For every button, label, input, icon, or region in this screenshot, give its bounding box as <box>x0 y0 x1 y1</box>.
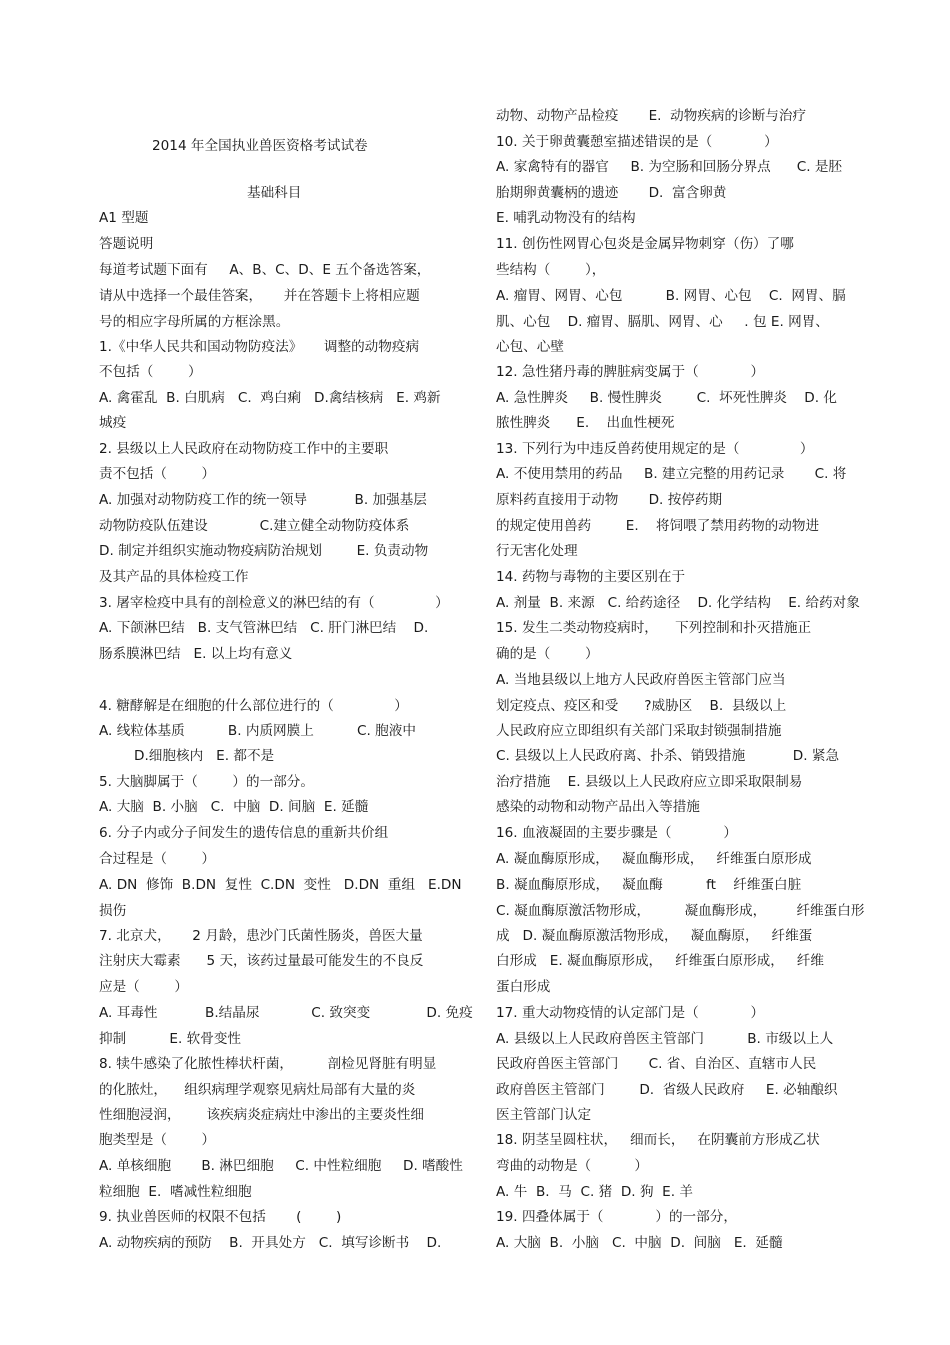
text-line: 每道考试题下面有 A、B、C、D、E 五个备选答案， <box>99 262 431 278</box>
text-line: A. 凝血酶原形成， 凝血酶形成， 纤维蛋白原形成 <box>496 851 812 867</box>
text-line: 动物、动物产品检疫 E. 动物疾病的诊断与治疗 <box>496 108 807 124</box>
text-line: 动物防疫队伍建设 C.建立健全动物防疫体系 <box>99 518 410 534</box>
text-line: A. 剂量 B. 来源 C. 给药途径 D. 化学结构 E. 给药对象 <box>496 595 860 611</box>
text-line: 4. 糖酵解是在细胞的什么部位进行的（ ） <box>99 698 408 714</box>
text-line: 胎期卵黄囊柄的遗迹 D. 富含卵黄 <box>496 185 727 201</box>
text-line: 10. 关于卵黄囊憩室描述错误的是（ ） <box>496 134 778 150</box>
text-line: 白形成 E. 凝血酶原形成， 纤维蛋白原形成， 纤维 <box>496 953 824 969</box>
text-line: A. 单核细胞 B. 淋巴细胞 C. 中性粒细胞 D. 嗜酸性 <box>99 1158 463 1174</box>
text-line: 7. 北京犬， 2 月龄，患沙门氏菌性肠炎，兽医大量 <box>99 928 423 944</box>
text-line: A. 耳毒性 B.结晶尿 C. 致突变 D. 免疫 <box>99 1005 473 1021</box>
text-line: A. 家禽特有的器官 B. 为空肠和回肠分界点 C. 是胚 <box>496 159 843 175</box>
text-line: 5. 大脑脚属于（ ）的一部分。 <box>99 774 314 790</box>
text-line: A. 下颌淋巴结 B. 支气管淋巴结 C. 肝门淋巴结 D. <box>99 620 429 636</box>
text-line: 性细胞浸润， 该疾病炎症病灶中渗出的主要炎性细 <box>99 1107 424 1123</box>
text-line: 划定疫点、疫区和受 ?威胁区 B. 县级以上 <box>496 698 787 714</box>
text-line: A. 加强对动物防疫工作的统一领导 B. 加强基层 <box>99 492 427 508</box>
text-line: 不包括（ ） <box>99 364 202 380</box>
text-line: A. 县级以上人民政府兽医主管部门 B. 市级以上人 <box>496 1031 834 1047</box>
text-line: 治疗措施 E. 县级以上人民政府应立即采取限制易 <box>496 774 803 790</box>
text-line: 6. 分子内或分子间发生的遗传信息的重新共价组 <box>99 825 389 841</box>
text-line: A1 型题 <box>99 210 149 226</box>
text-line: 弯曲的动物是（ ） <box>496 1158 648 1174</box>
text-line: 脓性脾炎 E. 出血性梗死 <box>496 415 675 431</box>
text-line: 医主管部门认定 <box>496 1107 592 1123</box>
text-line: 答题说明 <box>99 236 154 252</box>
text-line: 政府兽医主管部门 D. 省级人民政府 E. 必轴酿织 <box>496 1082 838 1098</box>
text-line: 确的是（ ） <box>496 646 599 662</box>
text-line: 11. 创伤性网胃心包炎是金属异物刺穿（伤）了哪 <box>496 236 794 252</box>
text-line: 19. 四叠体属于（ ）的一部分， <box>496 1209 737 1225</box>
text-line: 损伤 <box>99 903 127 919</box>
text-line: 人民政府应立即组织有关部门采取封锁强制措施 <box>496 723 782 739</box>
text-line: 请从中选择一个最佳答案， 并在答题卡上将相应题 <box>99 288 420 304</box>
text-line: 15. 发生二类动物疫病时， 下列控制和扑灭措施正 <box>496 620 812 636</box>
text-line: 合过程是（ ） <box>99 851 216 867</box>
text-line: 17. 重大动物疫情的认定部门是（ ） <box>496 1005 765 1021</box>
text-line: A. 当地县级以上地方人民政府兽医主管部门应当 <box>496 672 786 688</box>
text-line: 胞类型是（ ） <box>99 1132 216 1148</box>
text-line: C. 县级以上人民政府离、扑杀、销毁措施 D. 紧急 <box>496 748 840 764</box>
text-line: 肠系膜淋巴结 E. 以上均有意义 <box>99 646 293 662</box>
text-line: 8. 犊牛感染了化脓性棒状杆菌， 剖检见肾脏有明显 <box>99 1056 437 1072</box>
text-line: B. 凝血酶原形成， 凝血酶 ft 纤维蛋白脏 <box>496 877 802 893</box>
text-line: 成 D. 凝血酶原激活物形成， 凝血酶原， 纤维蛋 <box>496 928 813 944</box>
text-line: D.细胞核内 E. 都不是 <box>134 748 275 764</box>
text-line: A. 牛 B. 马 C. 猪 D. 狗 E. 羊 <box>496 1184 694 1200</box>
text-line: A. 大脑 B. 小脑 C. 中脑 D. 间脑 E. 延髓 <box>496 1235 783 1251</box>
text-line: A. DN 修饰 B.DN 复性 C.DN 变性 D.DN 重组 E.DN <box>99 877 462 893</box>
text-line: 基础科目 <box>247 185 302 201</box>
text-line: A. 不使用禁用的药品 B. 建立完整的用药记录 C. 将 <box>496 466 847 482</box>
text-line: A. 禽霍乱 B. 白肌病 C. 鸡白痢 D.禽结核病 E. 鸡新 <box>99 390 441 406</box>
text-line: 城疫 <box>99 415 127 431</box>
text-line: 2014 年全国执业兽医资格考试试卷 <box>152 138 368 154</box>
text-line: 16. 血液凝固的主要步骤是（ ） <box>496 825 737 841</box>
text-line: 原料药直接用于动物 D. 按停药期 <box>496 492 723 508</box>
text-line: 的规定使用兽药 E. 将饲喂了禁用药物的动物进 <box>496 518 820 534</box>
text-line: 1.《中华人民共和国动物防疫法》 调整的动物疫病 <box>99 339 420 355</box>
text-line: A. 动物疾病的预防 B. 开具处方 C. 填写诊断书 D. <box>99 1235 442 1251</box>
text-line: 的化脓灶， 组织病理学观察见病灶局部有大量的炎 <box>99 1082 416 1098</box>
text-line: 抑制 E. 软骨变性 <box>99 1031 242 1047</box>
text-line: 感染的动物和动物产品出入等措施 <box>496 799 700 815</box>
text-line: A. 瘤胃、网胃、心包 B. 网胃、心包 C. 网胃、膈 <box>496 288 846 304</box>
text-line: E. 哺乳动物没有的结构 <box>496 210 636 226</box>
text-line: A. 大脑 B. 小脑 C. 中脑 D. 间脑 E. 延髓 <box>99 799 369 815</box>
text-line: 注射庆大霉素 5 天，该药过量最可能发生的不良反 <box>99 953 424 969</box>
text-line: 行无害化处理 <box>496 543 578 559</box>
text-line: 心包、心壁 <box>496 339 564 355</box>
text-line: 12. 急性猪丹毒的脾脏病变属于（ ） <box>496 364 765 380</box>
text-line: A. 线粒体基质 B. 内质网膜上 C. 胞液中 <box>99 723 416 739</box>
text-line: 9. 执业兽医师的权限不包括 ( ) <box>99 1209 342 1225</box>
text-line: 些结构（ ）， <box>496 262 606 278</box>
text-line: A. 急性脾炎 B. 慢性脾炎 C. 坏死性脾炎 D. 化 <box>496 390 838 406</box>
text-line: 及其产品的具体检疫工作 <box>99 569 249 585</box>
text-line: 粒细胞 E. 嗜减性粒细胞 <box>99 1184 252 1200</box>
text-line: C. 凝血酶原激活物形成， 凝血酶形成， 纤维蛋白形 <box>496 903 865 919</box>
text-line: 蛋白形成 <box>496 979 551 995</box>
text-line: 肌、心包 D. 瘤胃、膈肌、网胃、心 . 包 E. 网胃、 <box>496 314 829 330</box>
text-line: 号的相应字母所属的方框涂黑。 <box>99 314 290 330</box>
text-line: 13. 下列行为中违反兽药使用规定的是（ ） <box>496 441 814 457</box>
text-line: 责不包括（ ） <box>99 466 216 482</box>
text-line: 民政府兽医主管部门 C. 省、自治区、直辖市人民 <box>496 1056 817 1072</box>
text-line: 14. 药物与毒物的主要区别在于 <box>496 569 686 585</box>
text-line: D. 制定并组织实施动物疫病防治规划 E. 负责动物 <box>99 543 429 559</box>
text-line: 应是（ ） <box>99 979 188 995</box>
text-line: 2. 县级以上人民政府在动物防疫工作中的主要职 <box>99 441 389 457</box>
text-line: 18. 阴茎呈圆柱状， 细而长， 在阴囊前方形成乙状 <box>496 1132 820 1148</box>
text-line: 3. 屠宰检疫中具有的剖检意义的淋巴结的有（ ） <box>99 595 449 611</box>
